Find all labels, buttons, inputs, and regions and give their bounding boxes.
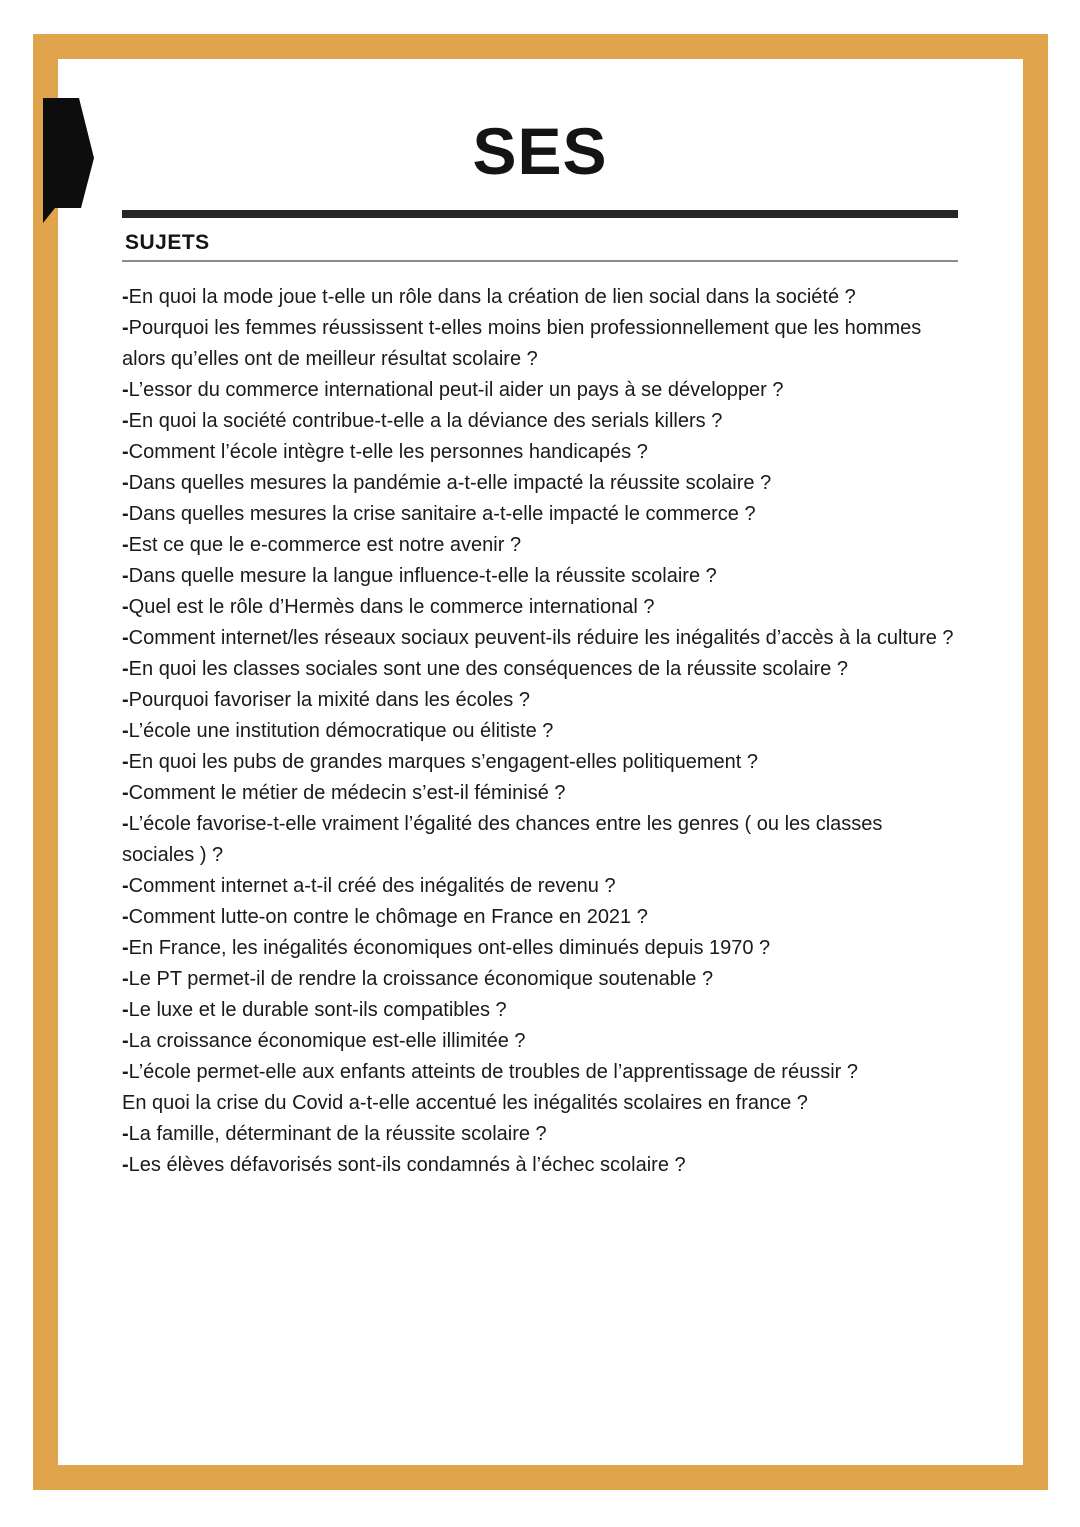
sujet-item-dash: - xyxy=(122,875,129,897)
sujet-item xyxy=(122,1088,958,1119)
sujet-item-dash: - xyxy=(122,286,129,308)
sujet-item-dash: - xyxy=(122,720,129,742)
sujet-item xyxy=(122,933,958,964)
sujet-item-dash: - xyxy=(122,689,129,711)
sujet-item-dash: - xyxy=(122,534,129,556)
sujet-item-dash: - xyxy=(122,379,129,401)
sujet-item xyxy=(122,995,958,1026)
sujet-item-text: Comment le métier de médecin s’est-il féminisé ? xyxy=(128,782,566,804)
sujet-item-dash: - xyxy=(122,596,129,618)
sujet-item xyxy=(122,313,958,375)
section-divider xyxy=(122,260,958,262)
sujet-item-dash: - xyxy=(122,968,129,990)
sujet-item-text: En quoi la crise du Covid a-t-elle accentué les inégalités scolaires en france ? xyxy=(122,1092,808,1114)
sujet-item-text: En quoi la société contribue-t-elle a la déviance des serials killers ? xyxy=(128,410,723,432)
sujet-item xyxy=(122,1026,958,1057)
sujet-item xyxy=(122,375,958,406)
sujet-item-dash: - xyxy=(122,1154,129,1176)
sujet-item xyxy=(122,654,958,685)
sujet-item-text: La croissance économique est-elle illimitée ? xyxy=(128,1030,526,1052)
sujet-item-dash: - xyxy=(122,317,129,339)
sujet-item xyxy=(122,685,958,716)
sujet-item-dash: - xyxy=(122,751,129,773)
sujet-item-dash: - xyxy=(122,472,129,494)
sujet-item-dash: - xyxy=(122,1061,129,1083)
sujet-item-text: L’école une institution démocratique ou élitiste ? xyxy=(128,720,554,742)
sujet-item-text: L’école permet-elle aux enfants atteints de troubles de l’apprentissage de réussir ? xyxy=(128,1061,858,1083)
sujet-item-text: Le PT permet-il de rendre la croissance économique soutenable ? xyxy=(128,968,714,990)
title-divider xyxy=(122,210,958,218)
sujet-item-text: Comment internet a-t-il créé des inégalités de revenu ? xyxy=(128,875,616,897)
sujet-item xyxy=(122,1057,958,1088)
sujet-item-dash: - xyxy=(122,999,129,1021)
sujet-item xyxy=(122,561,958,592)
sujet-item-text: En France, les inégalités économiques ont-elles diminués depuis 1970 ? xyxy=(128,937,771,959)
sujet-item-dash: - xyxy=(122,410,129,432)
sujet-item xyxy=(122,716,958,747)
sujet-item xyxy=(122,747,958,778)
sujet-item-dash: - xyxy=(122,813,129,835)
sujet-item-text: En quoi les pubs de grandes marques s’engagent-elles politiquement ? xyxy=(128,751,758,773)
sujet-item xyxy=(122,437,958,468)
sujet-item-text: L’essor du commerce international peut-il aider un pays à se développer ? xyxy=(128,379,784,401)
sujet-item-text: Est ce que le e-commerce est notre avenir ? xyxy=(128,534,522,556)
sujet-item-dash: - xyxy=(122,906,129,928)
sujet-item xyxy=(122,1119,958,1150)
sujet-item-dash: - xyxy=(122,937,129,959)
sujet-item-text: Dans quelles mesures la pandémie a-t-elle impacté la réussite scolaire ? xyxy=(128,472,772,494)
sujet-item xyxy=(122,592,958,623)
sujet-item xyxy=(122,468,958,499)
bookmark-ribbon-icon xyxy=(43,98,95,223)
sujets-list xyxy=(122,282,958,1181)
sujet-item xyxy=(122,530,958,561)
sujet-item xyxy=(122,964,958,995)
sujet-item xyxy=(122,282,958,313)
sujet-item xyxy=(122,1150,958,1181)
sujet-item-text: Comment lutte-on contre le chômage en France en 2021 ? xyxy=(128,906,648,928)
sujet-item-text: En quoi la mode joue t-elle un rôle dans la création de lien social dans la société ? xyxy=(128,286,856,308)
sujet-item-dash: - xyxy=(122,503,129,525)
sujet-item-text: L’école favorise-t-elle vraiment l’égalité des chances entre les genres ( ou les classes sociales ) ? xyxy=(122,813,883,866)
sujet-item-dash: - xyxy=(122,782,129,804)
sujet-item-text: Le luxe et le durable sont-ils compatibles ? xyxy=(128,999,507,1021)
sujet-item-text: Les élèves défavorisés sont-ils condamnés à l’échec scolaire ? xyxy=(128,1154,686,1176)
sujet-item-dash: - xyxy=(122,441,129,463)
sujet-item-text: Comment l’école intègre t-elle les personnes handicapés ? xyxy=(128,441,648,463)
sujet-item xyxy=(122,499,958,530)
sujet-item-text: Dans quelle mesure la langue influence-t-elle la réussite scolaire ? xyxy=(128,565,717,587)
content-area xyxy=(122,0,958,1181)
sujet-item xyxy=(122,871,958,902)
sujet-item-text: Quel est le rôle d’Hermès dans le commerce international ? xyxy=(128,596,655,618)
sujet-item-dash: - xyxy=(122,1030,129,1052)
sujet-item xyxy=(122,809,958,871)
sujet-item xyxy=(122,902,958,933)
sujet-item xyxy=(122,778,958,809)
sujet-item xyxy=(122,623,958,654)
sujet-item-text: Comment internet/les réseaux sociaux peuvent-ils réduire les inégalités d’accès à la culture ? xyxy=(128,627,954,649)
sujet-item xyxy=(122,406,958,437)
sujet-item-text: Pourquoi les femmes réussissent t-elles moins bien professionnellement que les hommes alors qu’elles ont de meilleur résultat scolaire ? xyxy=(122,317,922,370)
sujet-item-dash: - xyxy=(122,627,129,649)
sujet-item-dash: - xyxy=(122,565,129,587)
section-heading: SUJETS xyxy=(125,231,210,254)
sujet-item-dash: - xyxy=(122,658,129,680)
sujet-item-text: Dans quelles mesures la crise sanitaire a-t-elle impacté le commerce ? xyxy=(128,503,756,525)
sujet-item-text: Pourquoi favoriser la mixité dans les écoles ? xyxy=(128,689,530,711)
page-title: SES xyxy=(472,114,608,188)
sujet-item-text: En quoi les classes sociales sont une des conséquences de la réussite scolaire ? xyxy=(128,658,848,680)
sujet-item-dash: - xyxy=(122,1123,129,1145)
sujet-item-text: La famille, déterminant de la réussite scolaire ? xyxy=(128,1123,547,1145)
